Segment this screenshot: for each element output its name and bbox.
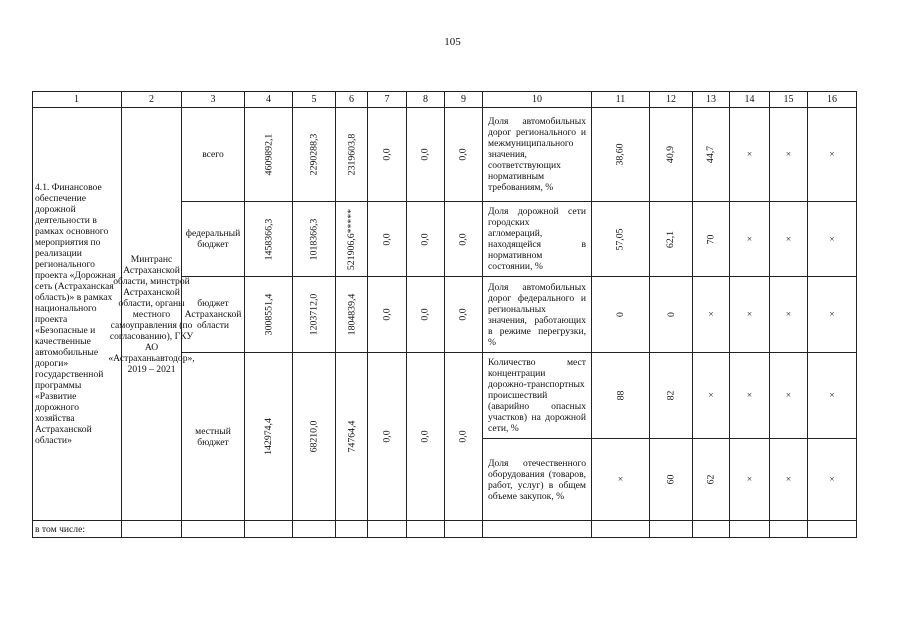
- funding-value: 3008551,4: [245, 277, 293, 353]
- funding-value: 0,0: [407, 108, 445, 202]
- funding-value: 68210,0: [293, 353, 336, 521]
- funding-value: 142974,4: [245, 353, 293, 521]
- funding-value: 0,0: [407, 277, 445, 353]
- indicator-value: 82: [650, 353, 693, 439]
- footer-empty-cell: [368, 521, 407, 538]
- indicator-value: 57,05: [592, 202, 650, 277]
- header-col-16: 16: [808, 91, 857, 108]
- measure-title: 4.1. Финансовое обеспечение дорожной деятельности в рамках основного мероприятия по реализации регионального проекта «Дорожная сеть (Астраханская область)» в рамках национального проекта «Безопасные и качественные автомобильные дороги» государственной программы «Развитие дорожного хозяйства Астраханской области»: [32, 108, 122, 521]
- page-number: 105: [444, 36, 461, 48]
- funding-value: 2319603,8: [336, 108, 368, 202]
- funding-value: 521906,6*****: [336, 202, 368, 277]
- header-col-11: 11: [592, 91, 650, 108]
- funding-value: 0,0: [445, 108, 483, 202]
- funding-value: 0,0: [445, 202, 483, 277]
- funding-value: 1458366,3: [245, 202, 293, 277]
- indicator-value: ×: [770, 439, 808, 521]
- footer-empty-cell: [122, 521, 182, 538]
- indicator-value: ×: [693, 353, 730, 439]
- funding-value: 0,0: [407, 353, 445, 521]
- indicator-value: 60: [650, 439, 693, 521]
- footer-empty-cell: [407, 521, 445, 538]
- footer-label: в том числе:: [32, 521, 122, 538]
- indicator-value: 0: [592, 277, 650, 353]
- indicator-value: ×: [770, 202, 808, 277]
- indicator-value: ×: [808, 353, 857, 439]
- header-col-7: 7: [368, 91, 407, 108]
- funding-value: 4609892,1: [245, 108, 293, 202]
- header-col-4: 4: [245, 91, 293, 108]
- header-col-2: 2: [122, 91, 182, 108]
- indicator-value: 88: [592, 353, 650, 439]
- indicator-text: Доля дорожной сети городских агломераций, находящейся в нормативном состоянии, %: [483, 202, 592, 277]
- header-col-15: 15: [770, 91, 808, 108]
- funding-source: бюджет Астраханской области: [182, 277, 245, 353]
- header-col-6: 6: [336, 91, 368, 108]
- header-col-5: 5: [293, 91, 336, 108]
- funding-value: 74764,4: [336, 353, 368, 521]
- footer-empty-cell: [730, 521, 770, 538]
- indicator-value: ×: [730, 277, 770, 353]
- indicator-value: ×: [808, 439, 857, 521]
- indicator-value: ×: [770, 353, 808, 439]
- indicator-value: 70: [693, 202, 730, 277]
- header-col-1: 1: [32, 91, 122, 108]
- indicator-text: Количество мест концентрации дорожно-транспортных происшествий (аварийно опасных участков) на дорожной сети, %: [483, 353, 592, 439]
- funding-value: 0,0: [407, 202, 445, 277]
- program-table: [32, 91, 857, 538]
- indicator-value: ×: [808, 108, 857, 202]
- header-col-8: 8: [407, 91, 445, 108]
- funding-value: 0,0: [445, 353, 483, 521]
- funding-value: 2290288,3: [293, 108, 336, 202]
- executors: Минтранс Астраханской области, минстрой Астраханской области, органы местного самоуправления (по согласованию), ГКУ АО «Астраханьавтодор», 2019 – 2021: [122, 108, 182, 521]
- funding-value: 0,0: [368, 202, 407, 277]
- footer-empty-cell: [770, 521, 808, 538]
- indicator-value: 40,9: [650, 108, 693, 202]
- footer-empty-cell: [650, 521, 693, 538]
- funding-value: 0,0: [368, 277, 407, 353]
- header-col-9: 9: [445, 91, 483, 108]
- indicator-value: ×: [808, 202, 857, 277]
- indicator-value: ×: [808, 277, 857, 353]
- funding-source: всего: [182, 108, 245, 202]
- footer-empty-cell: [693, 521, 730, 538]
- footer-empty-cell: [445, 521, 483, 538]
- indicator-text: Доля отечественного оборудования (товаров, работ, услуг) в общем объеме закупок, %: [483, 439, 592, 521]
- funding-value: 1804839,4: [336, 277, 368, 353]
- indicator-value: 38,60: [592, 108, 650, 202]
- indicator-value: ×: [730, 108, 770, 202]
- funding-source: федеральный бюджет: [182, 202, 245, 277]
- footer-empty-cell: [483, 521, 592, 538]
- funding-source: местный бюджет: [182, 353, 245, 521]
- indicator-text: Доля автомобильных дорог регионального и межмуниципального значения, соответствующих нормативным требованиям, %: [483, 108, 592, 202]
- indicator-value: ×: [592, 439, 650, 521]
- header-col-10: 10: [483, 91, 592, 108]
- indicator-value: ×: [730, 353, 770, 439]
- footer-empty-cell: [592, 521, 650, 538]
- indicator-value: ×: [770, 277, 808, 353]
- header-col-12: 12: [650, 91, 693, 108]
- funding-value: 0,0: [445, 277, 483, 353]
- indicator-value: ×: [730, 202, 770, 277]
- indicator-value: 44,7: [693, 108, 730, 202]
- footer-empty-cell: [293, 521, 336, 538]
- indicator-value: ×: [693, 277, 730, 353]
- header-col-13: 13: [693, 91, 730, 108]
- funding-value: 1018366,3: [293, 202, 336, 277]
- funding-value: 1203712,0: [293, 277, 336, 353]
- footer-empty-cell: [808, 521, 857, 538]
- header-col-3: 3: [182, 91, 245, 108]
- indicator-value: 62,1: [650, 202, 693, 277]
- indicator-value: 62: [693, 439, 730, 521]
- indicator-text: Доля автомобильных дорог федерального и региональных значения, работающих в режиме перегрузки, %: [483, 277, 592, 353]
- funding-value: 0,0: [368, 108, 407, 202]
- indicator-value: ×: [770, 108, 808, 202]
- indicator-value: 0: [650, 277, 693, 353]
- footer-empty-cell: [245, 521, 293, 538]
- header-col-14: 14: [730, 91, 770, 108]
- indicator-value: ×: [730, 439, 770, 521]
- funding-value: 0,0: [368, 353, 407, 521]
- footer-empty-cell: [336, 521, 368, 538]
- footer-empty-cell: [182, 521, 245, 538]
